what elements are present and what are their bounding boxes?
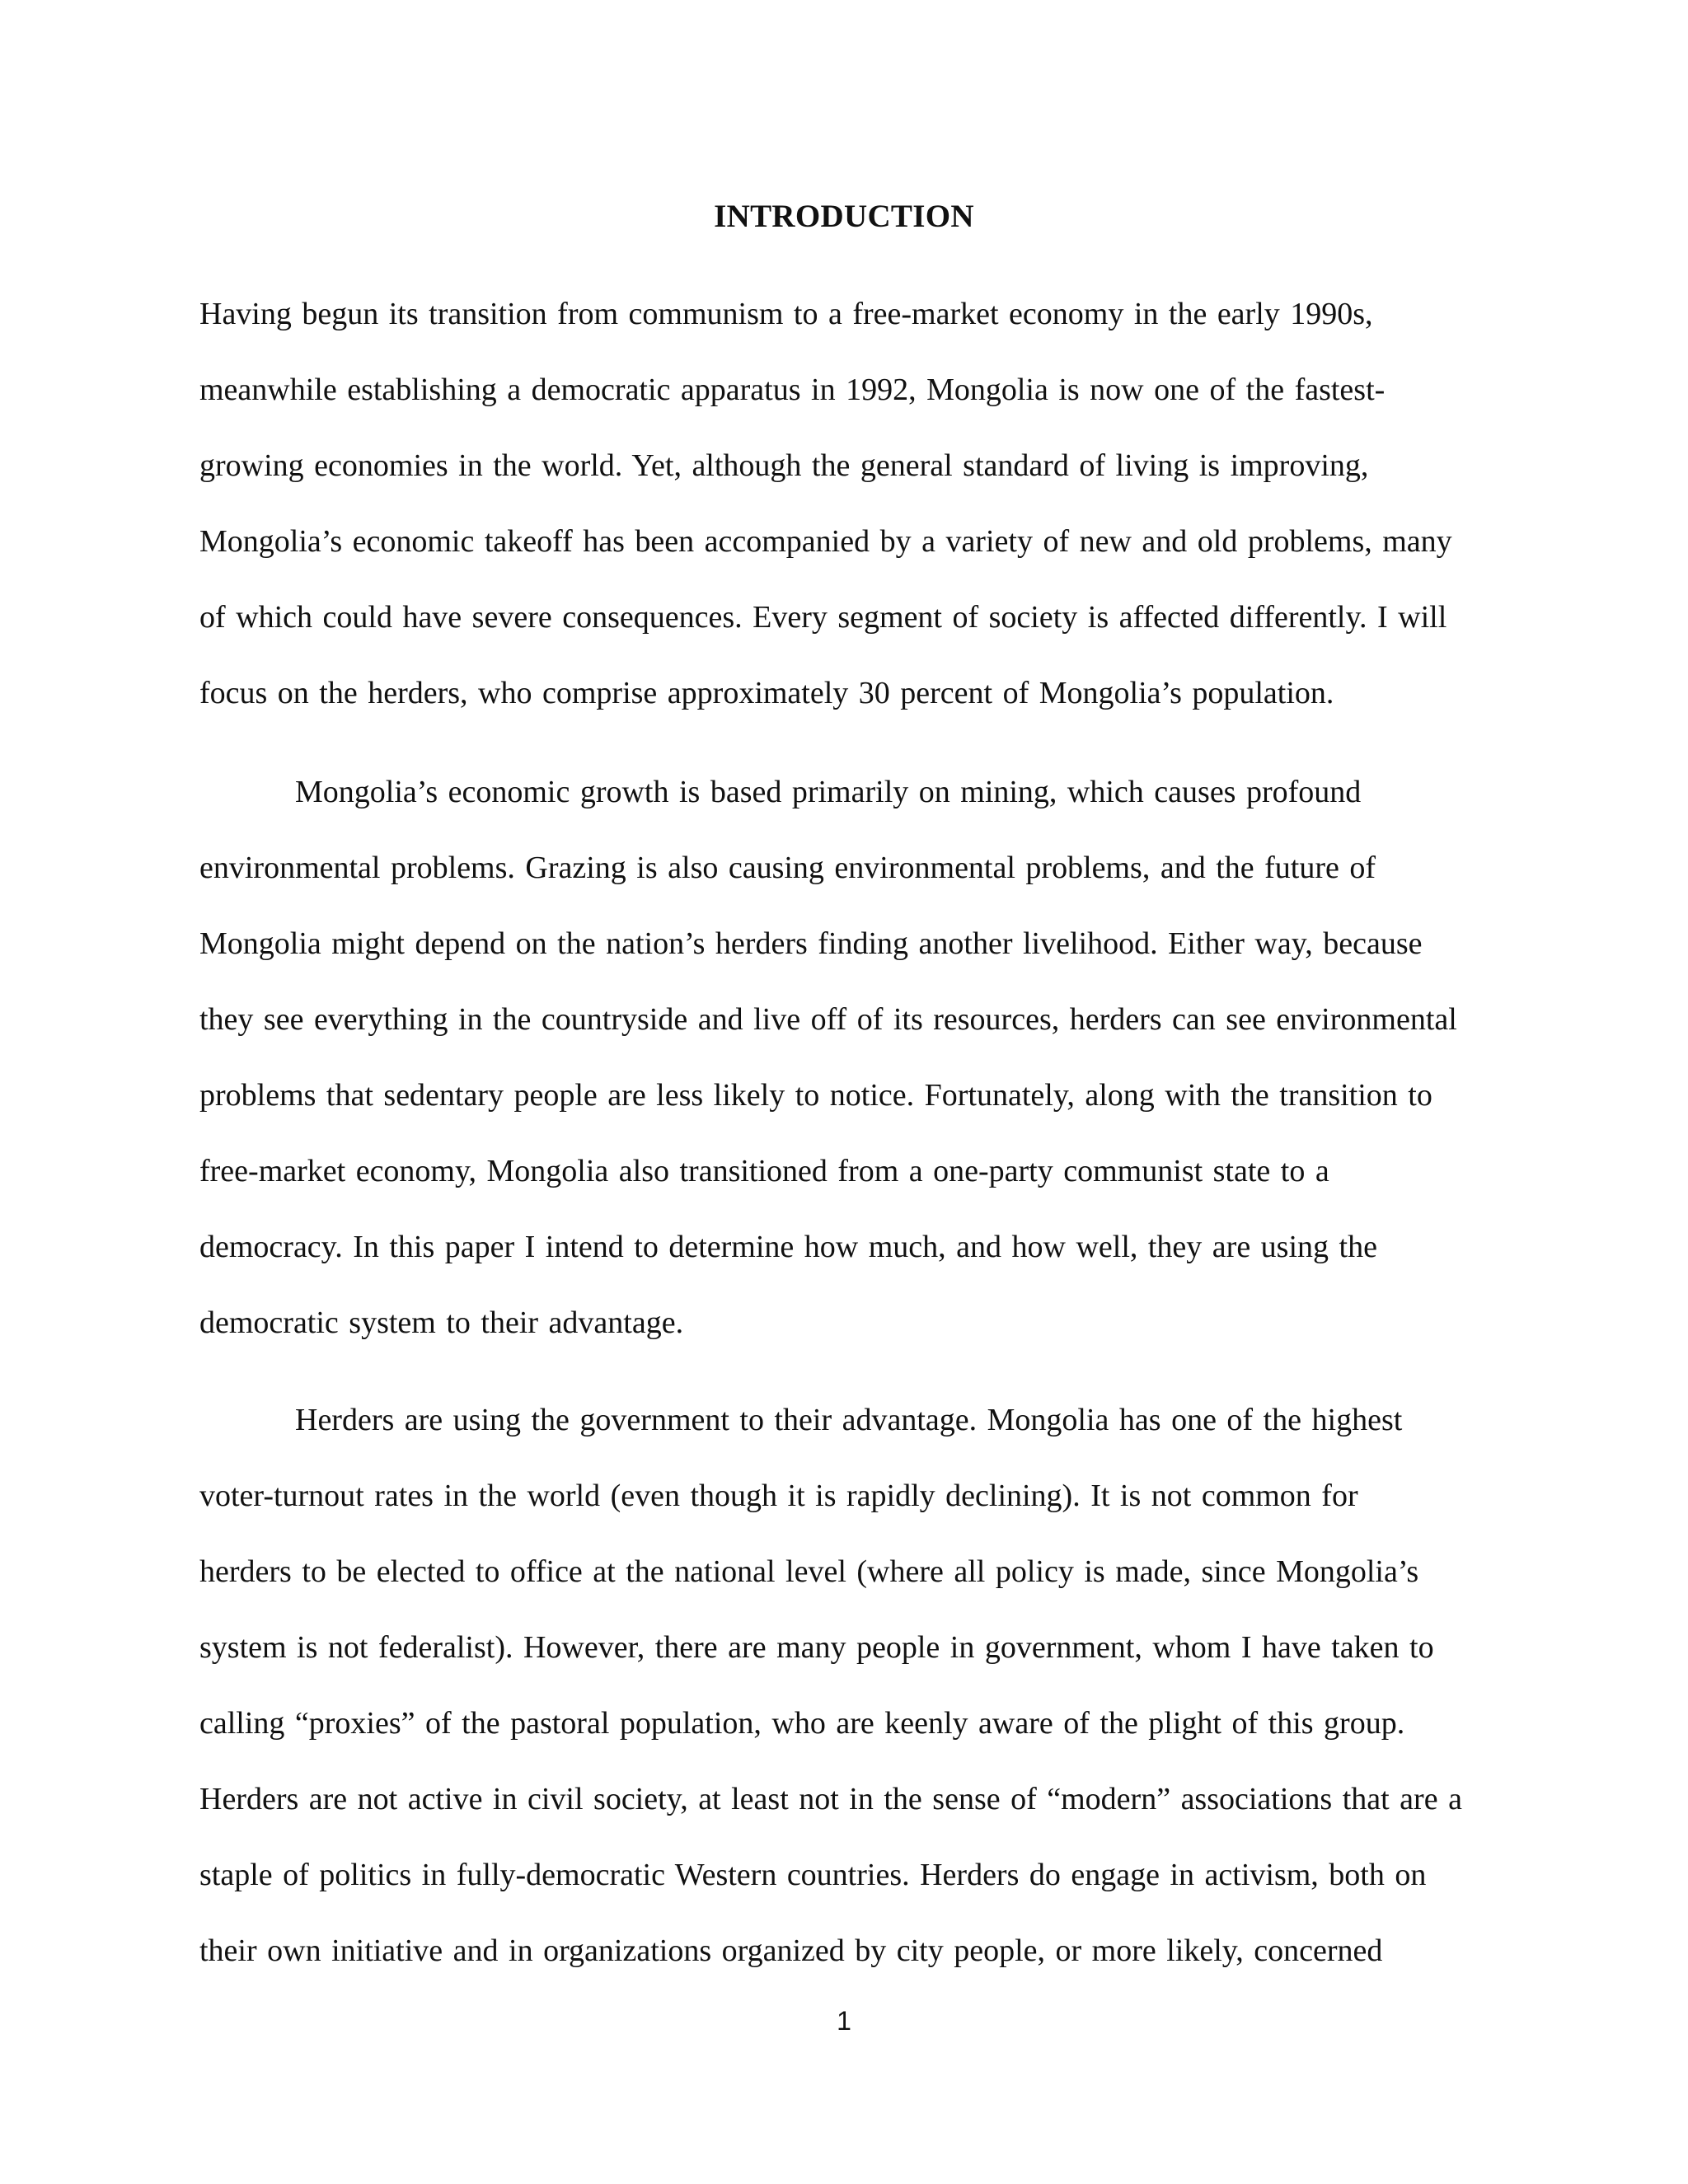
paragraph-3-line-6: Herders are not active in civil society, at least not in the sense of “modern” associations that are a [199, 1782, 1462, 1816]
paragraph-2-line-4: they see everything in the countryside and live off of its resources, herders can see environmental [199, 1002, 1457, 1037]
section-heading: INTRODUCTION [714, 199, 974, 234]
paragraph-2-line-1: Mongolia’s economic growth is based primarily on mining, which causes profound [295, 775, 1362, 809]
paragraph-3-line-8: their own initiative and in organizations organized by city people, or more likely, concerned [199, 1933, 1383, 1968]
paragraph-3-line-1: Herders are using the government to their advantage. Mongolia has one of the highest [295, 1403, 1403, 1437]
paragraph-3-line-2: voter-turnout rates in the world (even though it is rapidly declining). It is not common for [199, 1479, 1358, 1513]
paragraph-1-line-5: of which could have severe consequences. Every segment of society is affected differently. I will [199, 600, 1447, 635]
page-number: 1 [837, 2006, 851, 2036]
paragraph-1-line-6: focus on the herders, who comprise approximately 30 percent of Mongolia’s population. [199, 676, 1334, 710]
paragraph-1-line-1: Having begun its transition from communism to a free-market economy in the early 1990s, [199, 297, 1373, 331]
paragraph-3-line-4: system is not federalist). However, there are many people in government, whom I have taken to [199, 1630, 1434, 1665]
paragraph-3-line-3: herders to be elected to office at the national level (where all policy is made, since Mongolia’s [199, 1554, 1419, 1589]
paragraph-2-line-2: environmental problems. Grazing is also causing environmental problems, and the future of [199, 851, 1376, 885]
paragraph-2-line-6: free-market economy, Mongolia also transitioned from a one-party communist state to a [199, 1154, 1329, 1188]
paragraph-2-line-7: democracy. In this paper I intend to determine how much, and how well, they are using the [199, 1230, 1377, 1264]
paragraph-2-line-8: democratic system to their advantage. [199, 1305, 684, 1340]
paragraph-1-line-3: growing economies in the world. Yet, although the general standard of living is improving, [199, 448, 1369, 483]
paragraph-2-line-3: Mongolia might depend on the nation’s herders finding another livelihood. Either way, because [199, 926, 1423, 961]
paragraph-2-line-5: problems that sedentary people are less likely to notice. Fortunately, along with the transition to [199, 1078, 1432, 1113]
paragraph-3-line-7: staple of politics in fully-democratic Western countries. Herders do engage in activism, both on [199, 1858, 1427, 1892]
paragraph-3-line-5: calling “proxies” of the pastoral population, who are keenly aware of the plight of this group. [199, 1706, 1405, 1741]
paragraph-1-line-2: meanwhile establishing a democratic apparatus in 1992, Mongolia is now one of the fastest- [199, 373, 1386, 407]
paragraph-1-line-4: Mongolia’s economic takeoff has been accompanied by a variety of new and old problems, many [199, 524, 1452, 559]
